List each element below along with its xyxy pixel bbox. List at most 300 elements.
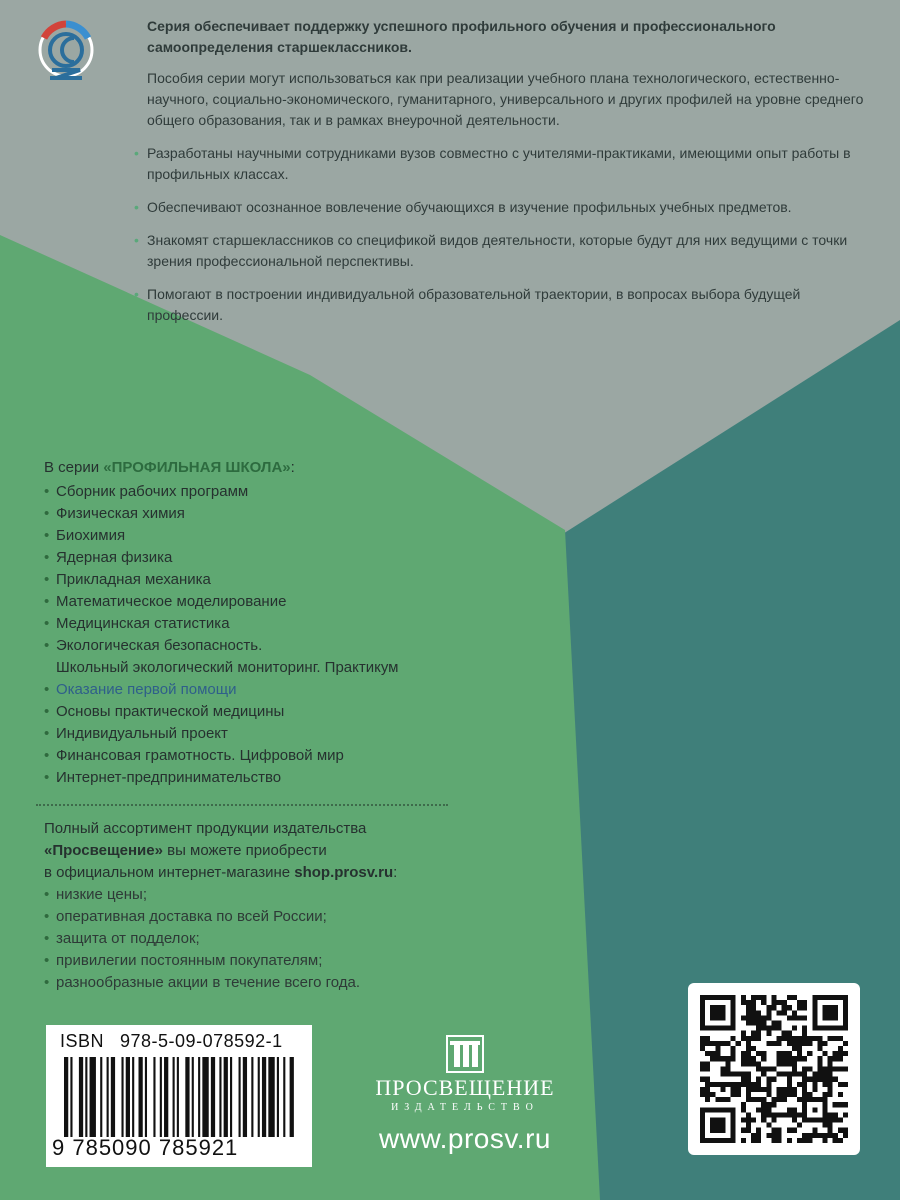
barcode-bar (192, 1057, 194, 1137)
qr-module (751, 1056, 756, 1061)
qr-module (761, 1066, 766, 1071)
qr-module (843, 1133, 848, 1138)
qr-module (736, 1072, 741, 1077)
qr-module (720, 1097, 725, 1102)
series-title-prefix: В серии (44, 459, 104, 476)
list-item: • Медицинская статистика (44, 613, 464, 635)
barcode-bar (185, 1057, 189, 1137)
qr-module (736, 1041, 741, 1046)
qr-module (766, 1102, 771, 1107)
qr-module (807, 1077, 812, 1082)
qr-module (731, 1036, 736, 1041)
qr-module (792, 1087, 797, 1092)
qr-module (822, 1051, 827, 1056)
qr-module (756, 1138, 761, 1143)
qr-module (756, 1087, 761, 1092)
qr-module (833, 1112, 838, 1117)
qr-module (797, 1056, 802, 1061)
qr-module (746, 1015, 751, 1020)
qr-module (782, 1000, 787, 1005)
qr-module (838, 1082, 843, 1087)
barcode-bar (258, 1057, 260, 1137)
qr-module (797, 1097, 802, 1102)
qr-module (720, 1072, 725, 1077)
qr-module (705, 1036, 710, 1041)
qr-module (828, 1128, 833, 1133)
publisher-url: www.prosv.ru (379, 1123, 551, 1154)
qr-module (777, 1097, 782, 1102)
barcode-bar (243, 1057, 247, 1137)
qr-module (726, 1066, 731, 1071)
qr-module (802, 1036, 807, 1041)
qr-module (828, 1056, 833, 1061)
qr-module (817, 1046, 822, 1051)
qr-module (777, 1092, 782, 1097)
qr-module (771, 1005, 776, 1010)
qr-module (761, 1056, 766, 1061)
qr-module (838, 1117, 843, 1122)
qr-module (787, 1092, 792, 1097)
qr-module (705, 1041, 710, 1046)
qr-module (746, 1000, 751, 1005)
qr-module (746, 1087, 751, 1092)
list-item: • Математическое моделирование (44, 591, 464, 613)
qr-module (807, 1092, 812, 1097)
qr-module (817, 1133, 822, 1138)
qr-module (700, 1066, 705, 1071)
qr-module (787, 1107, 792, 1112)
list-item-text: Экологическая безопасность. (56, 637, 263, 654)
qr-module (710, 1056, 715, 1061)
series-description (135, 16, 865, 338)
qr-module (838, 1138, 843, 1143)
qr-module (807, 1138, 812, 1143)
qr-module (833, 1056, 838, 1061)
qr-module (766, 1026, 771, 1031)
qr-module (802, 1000, 807, 1005)
qr-module (787, 1051, 792, 1056)
qr-module (720, 1066, 725, 1071)
list-item: • оперативная доставка по всей России; (44, 906, 474, 928)
qr-module (705, 1066, 710, 1071)
qr-module (802, 1072, 807, 1077)
qr-module (766, 1087, 771, 1092)
qr-module (761, 995, 766, 1000)
qr-module (777, 1041, 782, 1046)
list-item: • Сборник рабочих программ (44, 481, 464, 503)
qr-module (710, 1092, 715, 1097)
qr-module (741, 1031, 746, 1036)
qr-module (802, 1026, 807, 1031)
barcode-bar (230, 1057, 232, 1137)
shop-line (44, 862, 474, 884)
barcode-bar (268, 1057, 274, 1137)
qr-module (807, 1036, 812, 1041)
barcode-bar (85, 1057, 87, 1137)
qr-module (833, 1077, 838, 1082)
qr-module (787, 1082, 792, 1087)
qr-module (705, 1097, 710, 1102)
qr-module (731, 1046, 736, 1051)
barcode-bar (138, 1057, 142, 1137)
qr-module (751, 1087, 756, 1092)
qr-module (726, 1061, 731, 1066)
qr-module (812, 1133, 817, 1138)
qr-module (812, 1072, 817, 1077)
qr-module (782, 1056, 787, 1061)
qr-module (838, 1128, 843, 1133)
barcode-bar (202, 1057, 208, 1137)
qr-module (700, 1061, 705, 1066)
qr-module (705, 1082, 710, 1087)
publisher-subtitle: ИЗДАТЕЛЬСТВО (391, 1102, 539, 1113)
qr-module (802, 1133, 807, 1138)
qr-module (828, 1087, 833, 1092)
qr-module (797, 1112, 802, 1117)
series-list-section (44, 457, 464, 789)
list-item: • Интернет-предпринимательство (44, 767, 464, 789)
qr-module (792, 1112, 797, 1117)
qr-module (766, 1015, 771, 1020)
series-features (135, 143, 865, 326)
qr-module (777, 1087, 782, 1092)
shop-line: Полный ассортимент продукции издательства (44, 820, 367, 837)
qr-module (802, 1077, 807, 1082)
qr-module (756, 1066, 761, 1071)
qr-module (797, 1051, 802, 1056)
barcode-bar (126, 1057, 130, 1137)
qr-module (777, 1133, 782, 1138)
qr-module (746, 1112, 751, 1117)
qr-module (812, 1036, 817, 1041)
list-item: • Индивидуальный проект (44, 723, 464, 745)
qr-module (802, 1087, 807, 1092)
qr-module (700, 1077, 705, 1082)
qr-module (822, 1082, 827, 1087)
qr-module (787, 1005, 792, 1010)
barcode-bar (132, 1057, 134, 1137)
qr-module (761, 1015, 766, 1020)
qr-module (843, 1128, 848, 1133)
qr-module (741, 1082, 746, 1087)
shop-benefits (44, 884, 474, 994)
qr-module (746, 1092, 751, 1097)
qr-module (731, 1092, 736, 1097)
qr-module (838, 1036, 843, 1041)
barcode-bar (239, 1057, 241, 1137)
qr-module (751, 1021, 756, 1026)
barcode-bar (153, 1057, 155, 1137)
qr-module (761, 1097, 766, 1102)
qr-module (771, 1000, 776, 1005)
qr-module (828, 1112, 833, 1117)
publisher-name: ПРОСВЕЩЕНИЕ (375, 1075, 555, 1100)
qr-module (782, 1061, 787, 1066)
qr-module (787, 1056, 792, 1061)
list-item: • низкие цены; (44, 884, 474, 906)
qr-module (807, 1041, 812, 1046)
qr-module (751, 1000, 756, 1005)
isbn-barcode (46, 1025, 312, 1167)
qr-module (746, 1010, 751, 1015)
qr-module (746, 1072, 751, 1077)
qr-module (782, 1031, 787, 1036)
list-item: • Прикладная механика (44, 569, 464, 591)
qr-module (756, 995, 761, 1000)
qr-module (715, 1041, 720, 1046)
qr-module (843, 1041, 848, 1046)
list-item: • Знакомят старшеклассников со спецификой видов деятельности, которые будут для них ведущими с точки зрения профессиональной перспективы. (135, 230, 865, 272)
qr-module (812, 1107, 817, 1112)
qr-module (792, 1010, 797, 1015)
qr-module (817, 1041, 822, 1046)
qr-module (746, 1128, 751, 1133)
qr-module (751, 1117, 756, 1122)
qr-module (751, 1097, 756, 1102)
publisher-brand: «Просвещение» (44, 842, 163, 859)
qr-module (802, 1015, 807, 1020)
qr-module (822, 1092, 827, 1097)
qr-module (771, 995, 776, 1000)
publisher-block (350, 1035, 580, 1155)
qr-module (833, 1036, 838, 1041)
qr-module (838, 1102, 843, 1107)
qr-module (710, 1117, 725, 1132)
qr-module (726, 1041, 731, 1046)
qr-module (731, 1072, 736, 1077)
qr-module (787, 1138, 792, 1143)
qr-module (731, 1051, 736, 1056)
qr-module (766, 1031, 771, 1036)
qr-module (782, 1097, 787, 1102)
qr-module (761, 1112, 766, 1117)
qr-module (771, 1112, 776, 1117)
qr-module (792, 1128, 797, 1133)
qr-module (751, 1082, 756, 1087)
list-item: • Физическая химия (44, 503, 464, 525)
qr-module (787, 1128, 792, 1133)
qr-module (756, 1036, 761, 1041)
qr-module (838, 1092, 843, 1097)
qr-module (710, 1082, 715, 1087)
qr-module (833, 1133, 838, 1138)
qr-module (761, 1087, 766, 1092)
barcode-bar (219, 1057, 221, 1137)
qr-module (828, 1133, 833, 1138)
qr-module (741, 995, 746, 1000)
series-lead: Серия обеспечивает поддержку успешного профильного обучения и профессионального самоопределения старшеклассников. (147, 18, 776, 55)
shop-line (44, 840, 474, 862)
barcode-bar (224, 1057, 228, 1137)
qr-module (817, 1066, 822, 1071)
qr-module (787, 1087, 792, 1092)
qr-module (746, 1041, 751, 1046)
qr-module (797, 1072, 802, 1077)
qr-module (751, 1138, 756, 1143)
qr-module (756, 1107, 761, 1112)
qr-module (838, 1051, 843, 1056)
qr-module (771, 1102, 776, 1107)
qr-module (787, 1077, 792, 1082)
qr-module (746, 1061, 751, 1066)
barcode-bars-icon (64, 1057, 296, 1137)
qr-module (802, 1056, 807, 1061)
qr-module (843, 1082, 848, 1087)
qr-module (741, 1061, 746, 1066)
qr-module (751, 1046, 756, 1051)
qr-module (812, 1087, 817, 1092)
qr-module (736, 1087, 741, 1092)
qr-module (838, 1066, 843, 1071)
qr-module (771, 1021, 776, 1026)
qr-module (746, 1005, 751, 1010)
qr-module (715, 1046, 720, 1051)
qr-module (777, 1072, 782, 1077)
qr-module (705, 1077, 710, 1082)
qr-module (822, 1005, 837, 1020)
qr-module (792, 1107, 797, 1112)
series-books-list (44, 481, 464, 789)
series-logo-icon (30, 16, 102, 88)
qr-module (802, 1138, 807, 1143)
list-item: • Биохимия (44, 525, 464, 547)
qr-module (771, 1026, 776, 1031)
qr-module (771, 1097, 776, 1102)
qr-module (817, 1036, 822, 1041)
qr-module (828, 1036, 833, 1041)
qr-module (822, 1133, 827, 1138)
qr-module (756, 1128, 761, 1133)
barcode-bar (283, 1057, 285, 1137)
qr-module (710, 1051, 715, 1056)
series-title-suffix: : (290, 459, 295, 476)
qr-module (777, 1026, 782, 1031)
qr-module (812, 1128, 817, 1133)
qr-module (751, 1015, 756, 1020)
qr-module (756, 1021, 761, 1026)
qr-module (705, 1051, 710, 1056)
qr-module (787, 1061, 792, 1066)
qr-module (843, 1066, 848, 1071)
qr-module (741, 1036, 746, 1041)
qr-code-icon (700, 995, 848, 1143)
qr-module (710, 1041, 715, 1046)
qr-module (792, 1061, 797, 1066)
qr-module (761, 1072, 766, 1077)
qr-module (751, 1005, 756, 1010)
qr-module (710, 1005, 725, 1020)
qr-module (843, 1051, 848, 1056)
qr-module (828, 1066, 833, 1071)
qr-module (771, 1117, 776, 1122)
qr-module (766, 1005, 771, 1010)
qr-module (766, 1123, 771, 1128)
qr-module (746, 1021, 751, 1026)
qr-module (828, 1082, 833, 1087)
qr-module (741, 1000, 746, 1005)
qr-module (822, 1041, 827, 1046)
qr-module (761, 1117, 766, 1122)
qr-module (731, 1056, 736, 1061)
barcode-bar (290, 1057, 294, 1137)
qr-module (751, 995, 756, 1000)
qr-module (777, 1112, 782, 1117)
qr-module (792, 1015, 797, 1020)
list-item: • разнообразные акции в течение всего года. (44, 972, 474, 994)
qr-module (787, 1036, 792, 1041)
qr-module (756, 1097, 761, 1102)
qr-module (766, 1041, 771, 1046)
qr-module (777, 1128, 782, 1133)
qr-module (792, 1026, 797, 1031)
qr-module (777, 1056, 782, 1061)
qr-module (756, 1031, 761, 1036)
qr-module (741, 1138, 746, 1143)
qr-module (746, 1051, 751, 1056)
qr-module (746, 1117, 751, 1122)
qr-module (828, 1123, 833, 1128)
qr-module (751, 1010, 756, 1015)
barcode-bar (262, 1057, 266, 1137)
qr-module (797, 1015, 802, 1020)
qr-module (761, 1021, 766, 1026)
qr-module (802, 1092, 807, 1097)
qr-module (782, 1087, 787, 1092)
barcode-bar (277, 1057, 279, 1137)
qr-module (751, 1061, 756, 1066)
qr-module (782, 1005, 787, 1010)
qr-module (822, 1077, 827, 1082)
list-item: • Финансовая грамотность. Цифровой мир (44, 745, 464, 767)
qr-module (782, 1072, 787, 1077)
qr-module (838, 1056, 843, 1061)
qr-module (802, 1066, 807, 1071)
qr-module (731, 1087, 736, 1092)
qr-module (756, 1026, 761, 1031)
qr-module (700, 1046, 705, 1051)
list-item: • Основы практической медицины (44, 701, 464, 723)
qr-module (787, 1072, 792, 1077)
qr-module (726, 1072, 731, 1077)
qr-module (756, 1082, 761, 1087)
qr-module (746, 1046, 751, 1051)
qr-module (802, 1031, 807, 1036)
qr-module (771, 1138, 776, 1143)
qr-module (741, 1072, 746, 1077)
qr-module (746, 1036, 751, 1041)
qr-module (720, 1082, 725, 1087)
shop-url: shop.prosv.ru (294, 864, 394, 881)
qr-module (787, 1041, 792, 1046)
qr-module (766, 1066, 771, 1071)
qr-module (741, 1117, 746, 1122)
qr-module (726, 1097, 731, 1102)
barcode-bar (211, 1057, 215, 1137)
list-item: • Оказание первой помощи (44, 679, 464, 701)
series-paragraph: Пособия серии могут использоваться как при реализации учебного плана технологического, естественно-научного, социально-экономического, гуманитарного, универсального и других профилей на уровне среднего общего образования, так и в рамках внеурочной деятельности. (147, 70, 864, 128)
qr-module (741, 1077, 746, 1082)
qr-module (720, 1041, 725, 1046)
qr-code (688, 983, 860, 1155)
qr-module (792, 1046, 797, 1051)
qr-module (777, 1021, 782, 1026)
qr-module (756, 1061, 761, 1066)
qr-module (746, 1077, 751, 1082)
qr-module (782, 1092, 787, 1097)
qr-module (782, 1010, 787, 1015)
qr-module (766, 1133, 771, 1138)
qr-module (792, 1056, 797, 1061)
